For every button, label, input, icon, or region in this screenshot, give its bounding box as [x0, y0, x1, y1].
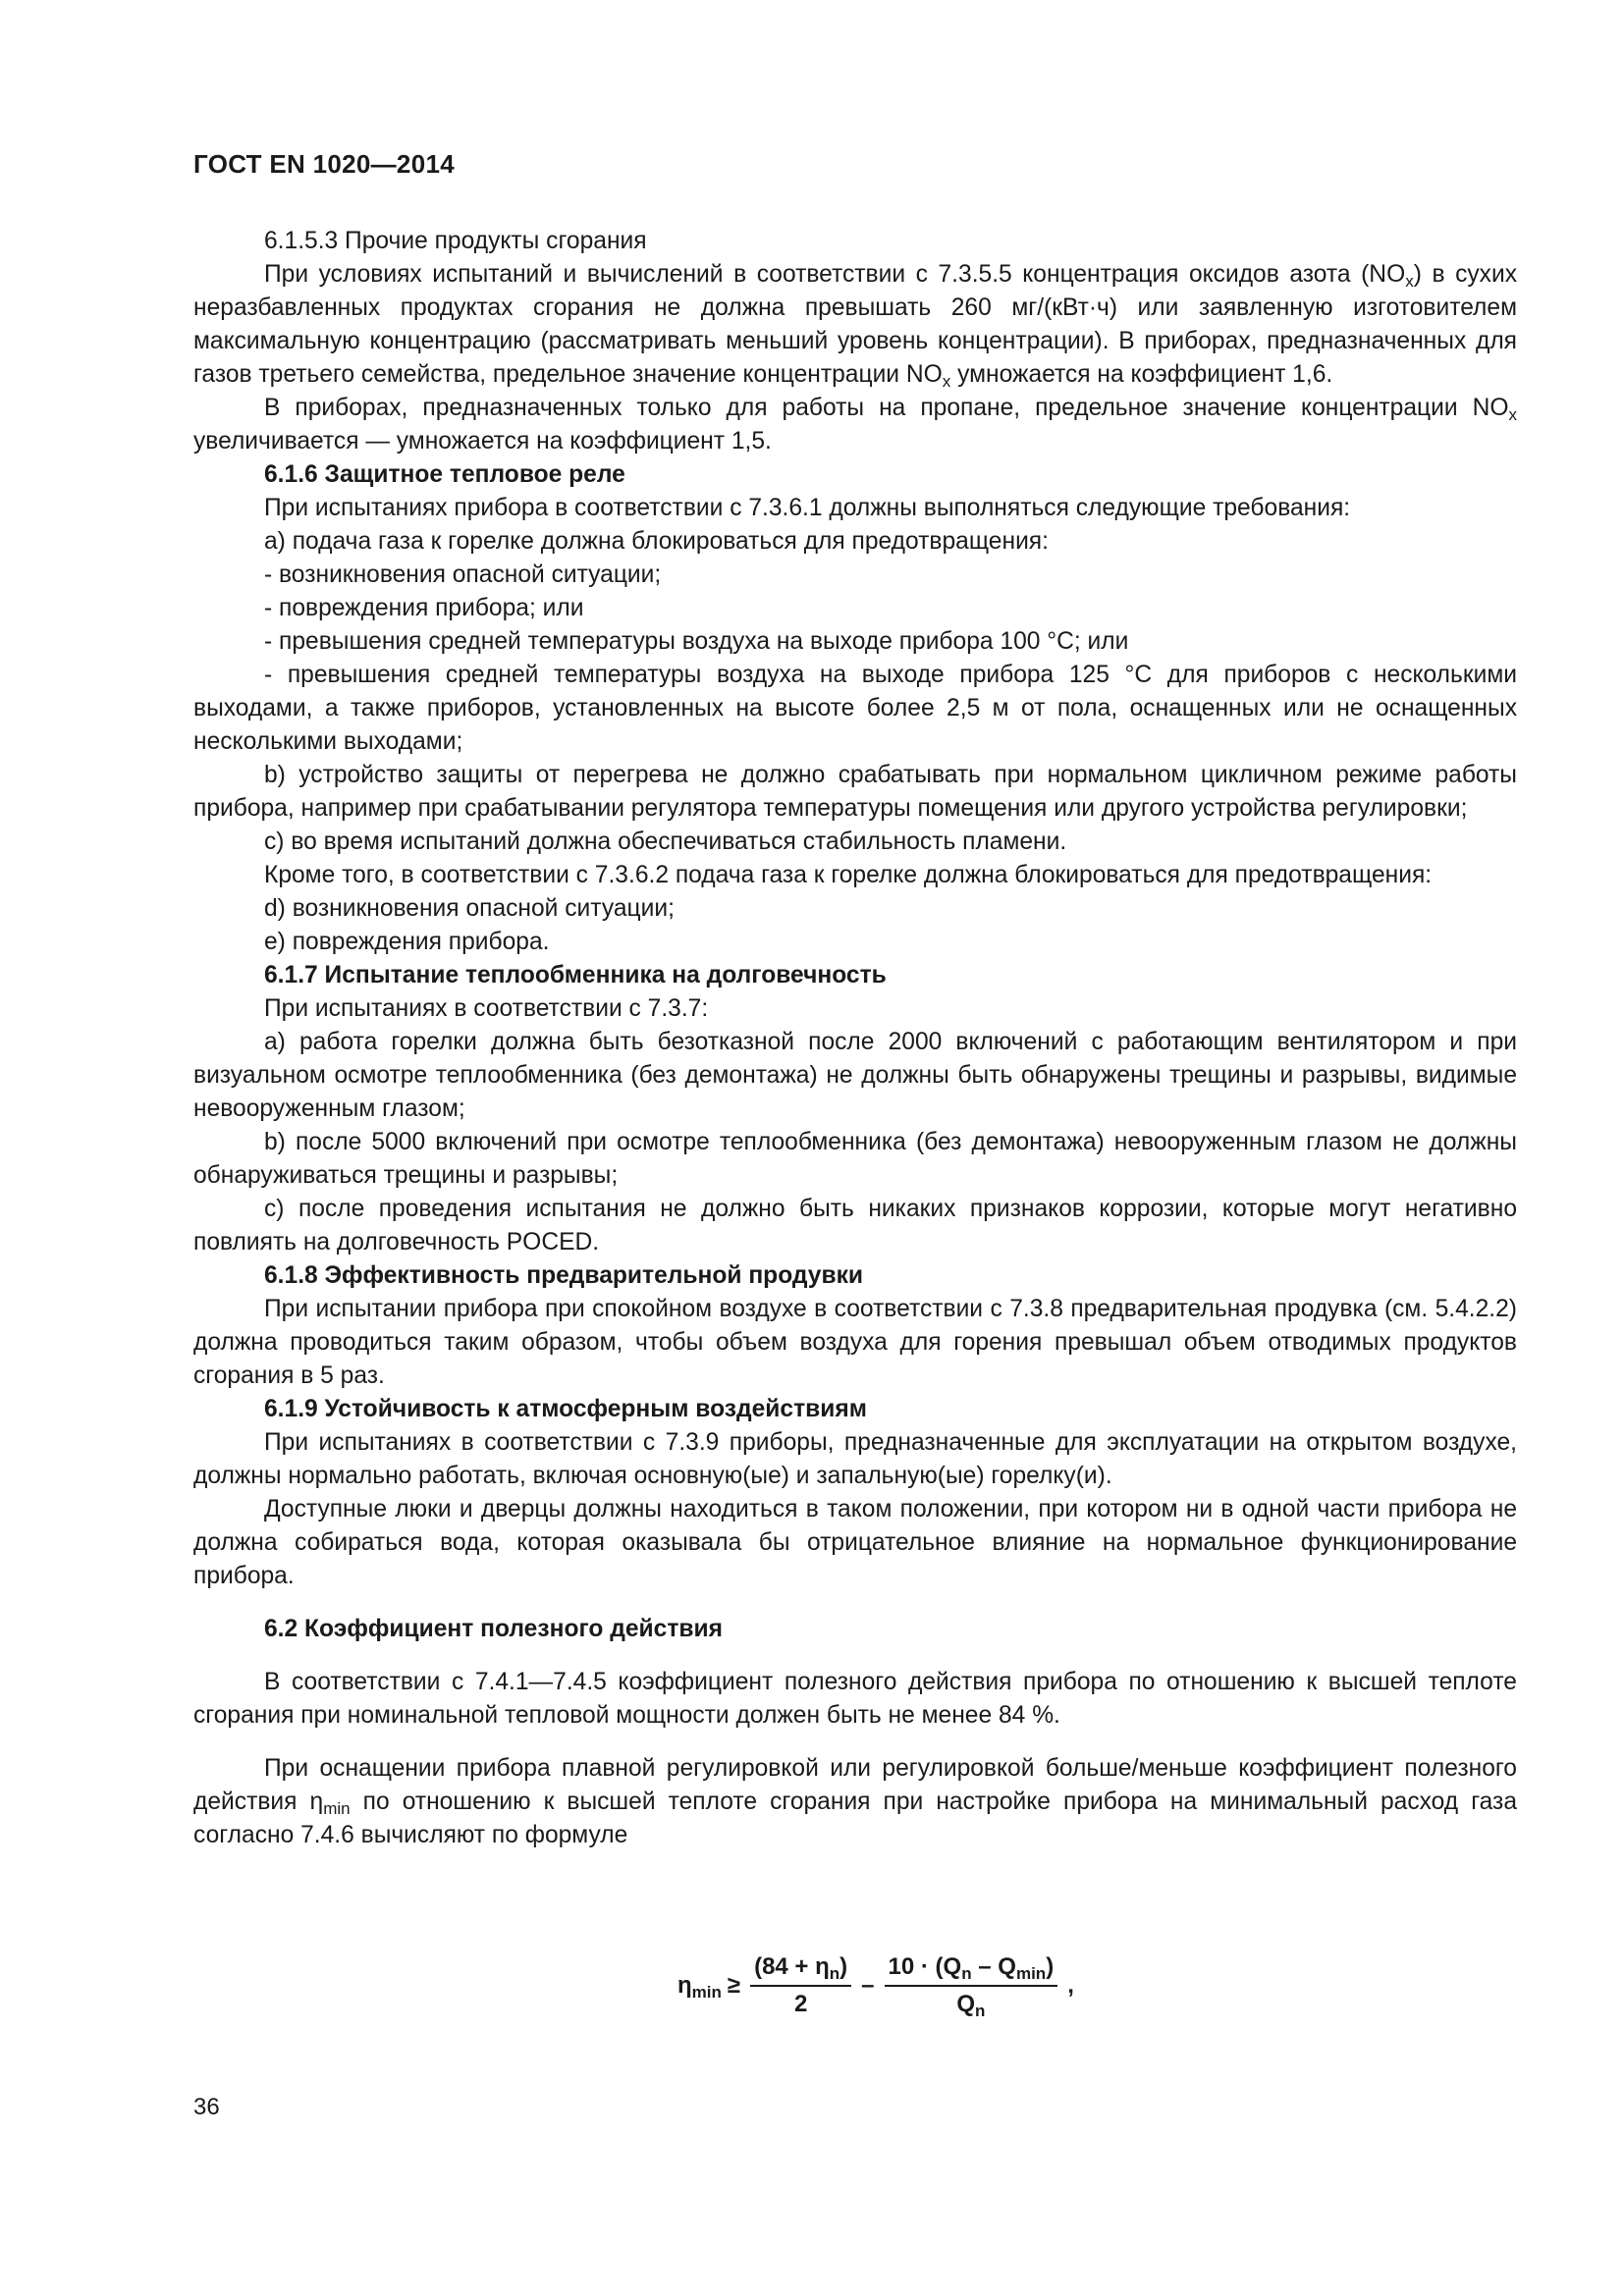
formula-lhs: $\eta_{min}$: [677, 1972, 722, 2002]
document-body: [193, 225, 1517, 1852]
paragraph-propane: В приборах, предназначенных только для работы на пропане, предельное значение концентрации $NO_x$ увеличивается — умножается на коэффициент 1,5.: [193, 395, 1517, 454]
paragraph: При испытании прибора при спокойном воздухе в соответствии с 7.3.8 предварительная продувка (см. 5.4.2.2) должна проводиться таким образом, чтобы объем воздуха для горения превышал объем отводимых продуктов сгорания в 5 раз.: [193, 1296, 1517, 1389]
paragraph-efficiency-formula-intro: При оснащении прибора плавной регулировкой или регулировкой больше/меньше коэффициент полезного действия $\eta_{min}$ по отношению к высшей теплоте сгорания при настройке прибора на минимальный расход газа согласно 7.4.6 вычисляют по формуле: [193, 1755, 1517, 1848]
section-6-1-9-heading: 6.1.9 Устойчивость к атмосферным воздействиям: [264, 1396, 867, 1422]
list-item: b) устройство защиты от перегрева не должно срабатывать при нормальном цикличном режиме работы прибора, например при срабатывании регулятора температуры помещения или другого устройства регулировки;: [193, 762, 1517, 822]
formula-minus: –: [861, 1972, 875, 1999]
list-item: - превышения средней температуры воздуха на выходе прибора 100 °С; или: [264, 628, 1129, 655]
list-item: а) подача газа к горелке должна блокироваться для предотвращения:: [264, 528, 1049, 555]
list-item: а) работа горелки должна быть безотказной после 2000 включений с работающим вентилятором и при визуальном осмотре теплообменника (без демонтажа) не должны быть обнаружены трещины и разрывы, видимые невооруженным глазом;: [193, 1029, 1517, 1122]
list-item: d) возникновения опасной ситуации;: [264, 895, 675, 922]
fraction-1-denominator: 2: [793, 1991, 808, 2017]
formula-ge: ≥: [727, 1972, 741, 1999]
list-item: - повреждения прибора; или: [264, 595, 584, 621]
paragraph-nox-limit: При условиях испытаний и вычислений в соответствии с 7.3.5.5 концентрация оксидов азота $(NO_x)$ в сухих неразбавленных продуктах сгорания не должна превышать 260 мг/(кВт·ч) или заявленную изготовителем максимальную концентрацию (рассматривать меньший уровень концентрации). В приборах, предназначенных для газов третьего семейства, предельное значение концентрации $NO_x$ умножается на коэффициент 1,6.: [193, 261, 1517, 391]
efficiency-formula: [677, 1951, 1080, 2020]
paragraph: Доступные люки и дверцы должны находиться в таком положении, при котором ни в одной части прибора не должна собираться вода, которая оказывала бы отрицательное влияние на нормальное функционирование прибора.: [193, 1496, 1517, 1589]
paragraph: Кроме того, в соответствии с 7.3.6.2 подача газа к горелке должна блокироваться для предотвращения:: [264, 862, 1433, 888]
list-item: е) повреждения прибора.: [264, 929, 550, 955]
paragraph: При испытаниях в соответствии с 7.3.9 приборы, предназначенные для эксплуатации на открытом воздухе, должны нормально работать, включая основную(ые) и запальную(ые) горелку(и).: [193, 1429, 1517, 1489]
document-header: ГОСТ EN 1020—2014: [193, 149, 455, 179]
list-item: - превышения средней температуры воздуха на выходе прибора 125 °С для приборов с несколькими выходами, а также приборов, установленных на высоте более 2,5 м от пола, оснащенных или не оснащенных несколькими выходами;: [193, 662, 1517, 755]
list-item: b) после 5000 включений при осмотре теплообменника (без демонтажа) невооруженным глазом не должны обнаруживаться трещины и разрывы;: [193, 1129, 1517, 1189]
formula-comma: ,: [1067, 1972, 1074, 1999]
section-6-1-7-heading: 6.1.7 Испытание теплообменника на долговечность: [264, 962, 887, 988]
fraction-1-numerator: $(84 + \eta_n)$: [750, 1952, 851, 1987]
section-6-1-6-heading: 6.1.6 Защитное тепловое реле: [264, 461, 625, 488]
section-6-1-8-heading: 6.1.8 Эффективность предварительной продувки: [264, 1262, 864, 1289]
list-item: с) во время испытаний должна обеспечиваться стабильность пламени.: [264, 828, 1067, 855]
fraction-2-numerator: $10 \cdot (Q_n - Q_{min})$: [885, 1952, 1058, 1987]
formula-fraction-1: [750, 1952, 851, 2019]
page-number: 36: [193, 2094, 220, 2120]
list-item: - возникновения опасной ситуации;: [264, 561, 662, 588]
paragraph: В соответствии с 7.4.1—7.4.5 коэффициент полезного действия прибора по отношению к высшей теплоте сгорания при номинальной тепловой мощности должен быть не менее 84 %.: [193, 1669, 1517, 1729]
section-6-2-heading: 6.2 Коэффициент полезного действия: [264, 1616, 723, 1642]
paragraph: При испытаниях в соответствии с 7.3.7:: [264, 995, 709, 1022]
list-item: с) после проведения испытания не должно быть никаких признаков коррозии, которые могут негативно повлиять на долговечность POCED.: [193, 1196, 1517, 1255]
paragraph: При испытаниях прибора в соответствии с 7.3.6.1 должны выполняться следующие требования:: [264, 495, 1351, 521]
section-6-1-5-3-title: 6.1.5.3 Прочие продукты сгорания: [264, 228, 647, 254]
formula-fraction-2: [885, 1952, 1058, 2019]
fraction-2-denominator: $Q_n$: [956, 1991, 986, 2020]
